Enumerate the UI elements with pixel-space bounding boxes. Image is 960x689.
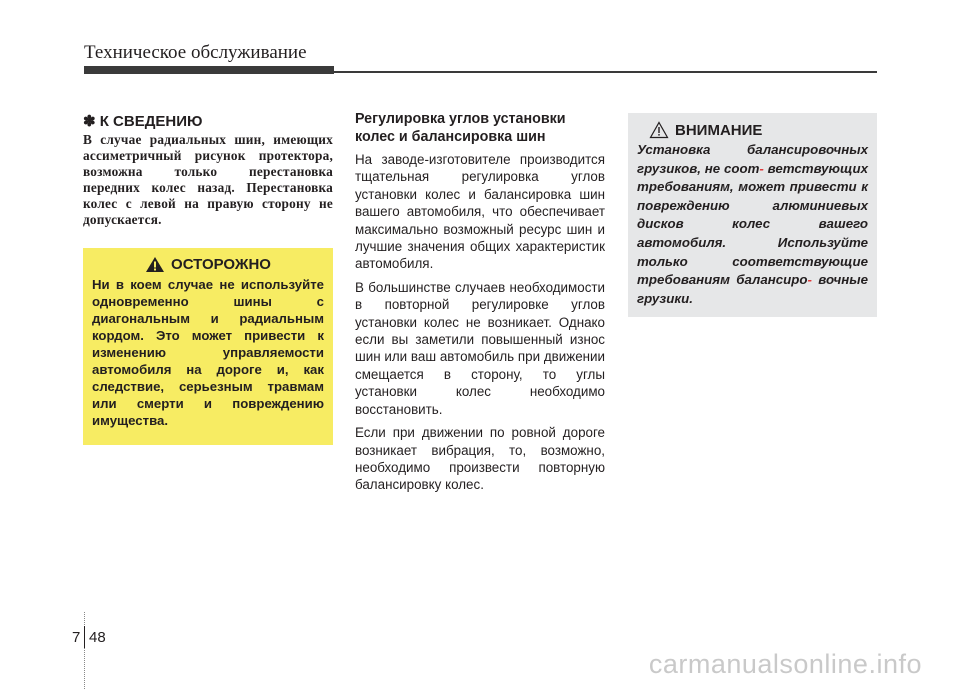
- section-title: Техническое обслуживание: [84, 42, 307, 63]
- warning-text: Ни в коем случае не используйте одновременно шины с диагональным и радиальным кордом. Это может привести к изменению управляемости автомобиля на дороге и, как следствие, серьезным травмам или смерти и повреждению имущества.: [92, 277, 324, 428]
- header-rule-thick: [84, 66, 334, 74]
- footer-guide-line: [84, 612, 85, 689]
- left-column: [83, 112, 333, 445]
- watermark: carmanualsonline.info: [648, 649, 922, 679]
- chapter-number: 7: [72, 629, 81, 646]
- section-heading: Регулировка углов установки колес и балансировка шин: [355, 111, 566, 145]
- header-rule-thin: [334, 71, 877, 73]
- hyphen-mark-1: -: [759, 160, 764, 176]
- paragraph-1: На заводе-изготовителе производится тщательная регулировка углов установки колес и балансировка шин вашего автомобиля, что обеспечивает максимально возможный ресурс шин и лучшие значения общих характеристик автомобиля.: [355, 152, 605, 272]
- caution-text-part-1: Установка балансировочных грузиков, не соот: [637, 142, 868, 176]
- caution-box: [628, 113, 877, 317]
- caution-text: [637, 141, 868, 308]
- warning-title: ОСТОРОЖНО: [171, 256, 271, 273]
- warning-header: [92, 256, 324, 273]
- paragraph-3: Если при движении по ровной дороге возникает вибрация, то, возможно, необходимо произвести повторную балансировку колес.: [355, 425, 605, 493]
- right-column: [628, 113, 877, 317]
- hyphen-mark-2: -: [807, 272, 812, 288]
- warning-box: [83, 248, 333, 445]
- warning-triangle-icon: [145, 256, 165, 273]
- page-number: 48: [89, 629, 106, 646]
- caution-text-part-3: вочные грузики.: [637, 272, 868, 306]
- info-heading: ✽ К СВЕДЕНИЮ: [83, 113, 203, 130]
- caution-text-part-2: ветствующих требованиям, может привести к повреждению алюминиевых дисков колес вашего автомобиля. Используйте только соответствующие требованиям балансиро: [637, 160, 868, 288]
- paragraph-2: В большинстве случаев необходимости в повторной регулировке углов установки колес не возникает. Однако если вы заметили повышенный износ шин или ваш автомобиль при движении смещается в сторону, то углы установки колес необходимо восстановить.: [355, 279, 605, 417]
- caution-header: [649, 121, 868, 139]
- caution-title: ВНИМАНИЕ: [675, 121, 763, 139]
- caution-triangle-icon: [649, 121, 669, 139]
- page-number-divider: [84, 626, 85, 648]
- info-body: В случае радиальных шин, имеющих ассиметричный рисунок протектора, возможна только перестановка передних колес назад. Перестановка колес с левой на правую сторону не допускается.: [83, 132, 333, 227]
- middle-column: [355, 110, 605, 500]
